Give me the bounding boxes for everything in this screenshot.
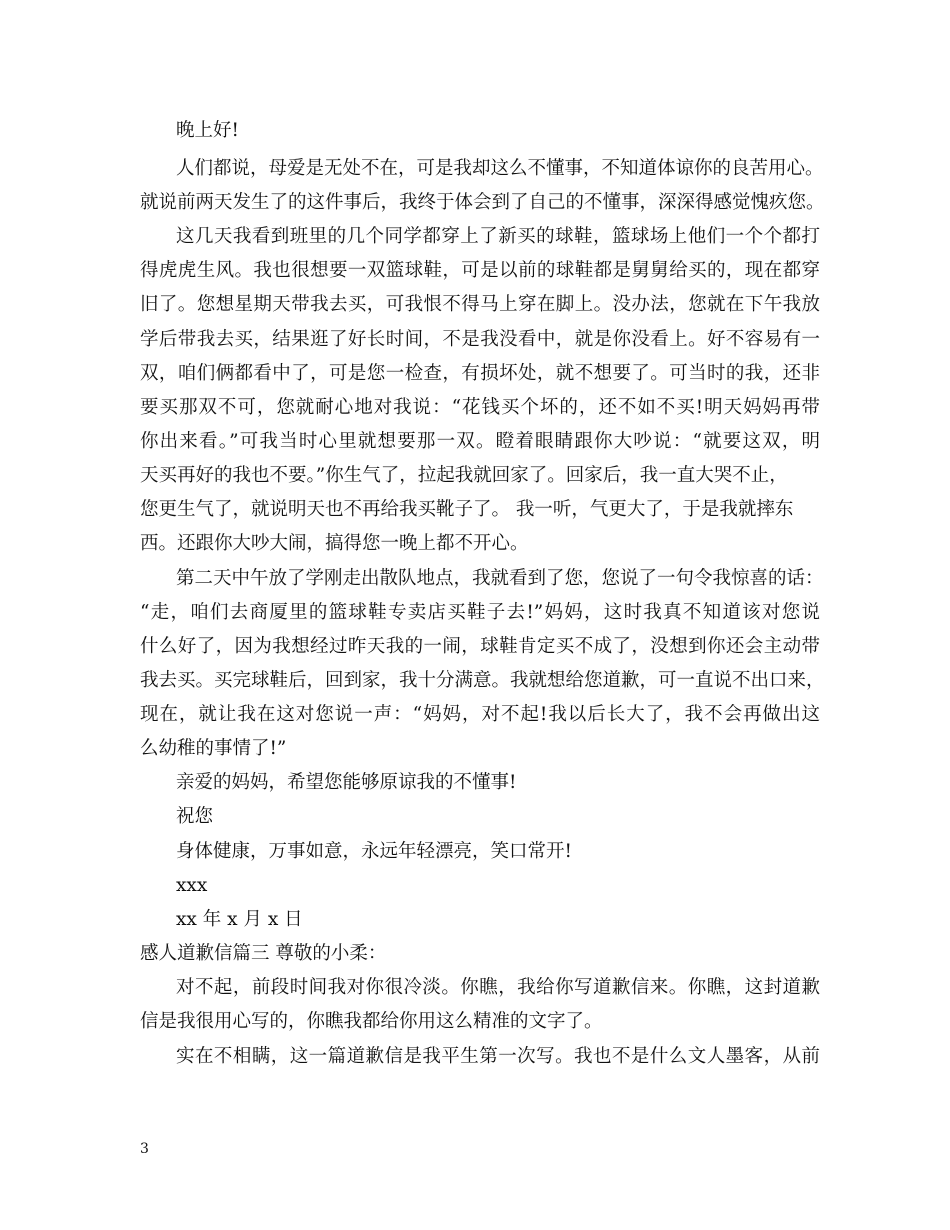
text-line: 对不起，前段时间我对你很冷淡。你瞧，我给你写道歉信来。你瞧，这封道歉 <box>176 977 820 998</box>
text-line: 么幼稚的事情了!” <box>140 738 287 759</box>
text-line: 实在不相瞒，这一篇道歉信是我平生第一次写。我也不是什么文人墨客，从前 <box>176 1046 820 1067</box>
page-number: 3 <box>140 1141 149 1157</box>
text-line: 祝您 <box>176 806 214 827</box>
text-line: 身体健康，万事如意，永远年轻漂亮，笑口常开! <box>176 841 572 862</box>
text-line: “走，咱们去商厦里的篮球鞋专卖店买鞋子去!”妈妈，这时我真不知道该对您说 <box>140 602 820 623</box>
text-line: 亲爱的妈妈，希望您能够原谅我的不懂事! <box>176 772 517 793</box>
text-line: xx 年 x 月 x 日 <box>176 909 303 930</box>
text-line: 人们都说，母爱是无处不在，可是我却这么不懂事，不知道体谅你的良苦用心。 <box>176 158 824 179</box>
section-heading: 感人道歉信篇三 尊敬的小柔： <box>140 943 387 964</box>
text-line: 第二天中午放了学刚走出散队地点，我就看到了您，您说了一句令我惊喜的话： <box>176 568 824 589</box>
text-line: 您更生气了，就说明天也不再给我买靴子了。 我一听，气更大了，于是我就摔东 <box>140 499 794 520</box>
text-line: 现在，就让我在这对您说一声：“妈妈，对不起!我以后长大了，我不会再做出这 <box>140 704 820 725</box>
text-line: 你出来看。”可我当时心里就想要那一双。瞪着眼睛跟你大吵说：“就要这双，明 <box>140 431 820 452</box>
text-line: 我去买。买完球鞋后，回到家，我十分满意。我就想给您道歉，可一直说不出口来， <box>140 670 825 691</box>
text-line: 信是我很用心写的，你瞧我都给你用这么精准的文字了。 <box>140 1011 603 1032</box>
text-line: 这几天我看到班里的几个同学都穿上了新买的球鞋，篮球场上他们一个个都打 <box>176 226 820 247</box>
text-line: 就说前两天发生了的这件事后，我终于体会到了自己的不懂事，深深得感觉愧疚您。 <box>140 192 825 213</box>
text-line: 什么好了，因为我想经过昨天我的一闹，球鞋肯定买不成了，没想到你还会主动带 <box>140 636 820 657</box>
text-line: 旧了。您想星期天带我去买，可我恨不得马上穿在脚上。没办法，您就在下午我放 <box>140 294 820 315</box>
text-line: 天买再好的我也不要。”你生气了，拉起我就回家了。回家后，我一直大哭不止， <box>140 465 788 486</box>
text-line: 西。还跟你大吵大闹，搞得您一晚上都不开心。 <box>140 533 529 554</box>
text-line: 双，咱们俩都看中了，可是您一检查，有损坏处，就不想要了。可当时的我，还非 <box>140 363 820 384</box>
text-line: xxx <box>176 875 208 896</box>
text-line: 晚上好! <box>176 120 239 141</box>
text-line: 得虎虎生风。我也很想要一双篮球鞋，可是以前的球鞋都是舅舅给买的，现在都穿 <box>140 260 820 281</box>
text-line: 要买那双不可，您就耐心地对我说：“花钱买个坏的，还不如不买!明天妈妈再带 <box>140 397 820 418</box>
text-line: 学后带我去买，结果逛了好长时间，不是我没看中，就是你没看上。好不容易有一 <box>140 329 820 350</box>
